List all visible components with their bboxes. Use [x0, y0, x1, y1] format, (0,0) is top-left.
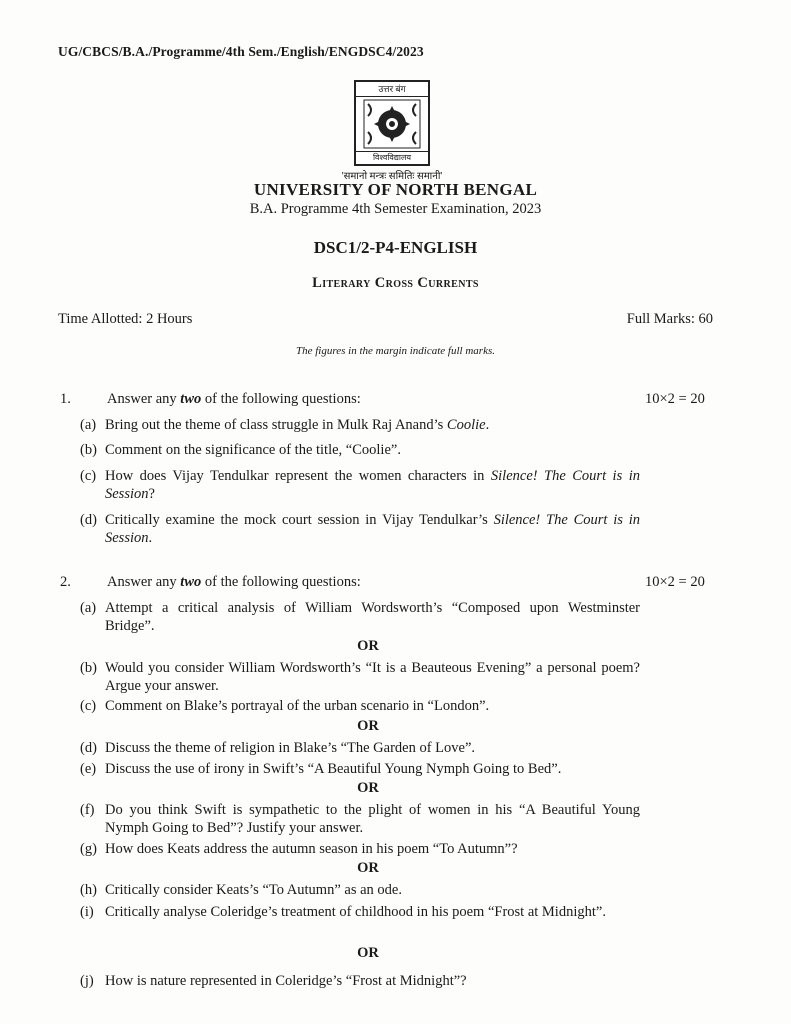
- or-separator: OR: [357, 860, 379, 876]
- motto: 'समानो मन्त्रः समितिः समानी': [341, 171, 443, 182]
- logo-frame: [354, 80, 430, 166]
- instruction-emphasis: two: [180, 391, 202, 407]
- subject-title: Literary Cross Currents: [312, 275, 479, 291]
- item-text-title: Silence! The Court is in Session: [105, 512, 640, 546]
- item-text-end: .: [148, 530, 153, 546]
- item-text: Would you consider William Wordsworth’s “It is a Beauteous Evening” a personal poem? Argue your answer.: [105, 660, 640, 694]
- paper-title: DSC1/2-P4-ENGLISH: [313, 238, 478, 257]
- item-text: [105, 416, 640, 434]
- instruction-pre: Answer any: [107, 574, 181, 590]
- question-number: 1.: [60, 391, 71, 407]
- question-instruction: [107, 573, 361, 591]
- paper-code: UG/CBCS/B.A./Programme/4th Sem./English/ENGDSC4/2023: [58, 44, 424, 59]
- item-text: How does Keats address the autumn season in his poem “To Autumn”?: [105, 841, 518, 857]
- logo-bottom-text: विश्वविद्यालय: [356, 151, 428, 164]
- question-marks: 10×2 = 20: [645, 391, 705, 407]
- question-instruction: [107, 390, 361, 408]
- instruction-post: of the following questions:: [201, 391, 361, 407]
- or-separator: OR: [357, 945, 379, 961]
- item-label: (h): [80, 882, 97, 898]
- item-text-end: ?: [148, 486, 155, 502]
- item-text: Attempt a critical analysis of William Wordsworth’s “Composed upon Westminster Bridge”.: [105, 600, 640, 634]
- instruction-pre: Answer any: [107, 391, 181, 407]
- item-text-end: .: [485, 417, 490, 433]
- item-label: (i): [80, 904, 94, 920]
- item-label: (b): [80, 442, 97, 458]
- university-name: UNIVERSITY OF NORTH BENGAL: [253, 180, 538, 199]
- item-text-title: Silence! The Court is in Session: [105, 468, 640, 502]
- item-label: (g): [80, 841, 97, 857]
- item-text-title: Coolie: [446, 417, 486, 433]
- item-label: (a): [80, 600, 97, 616]
- item-text: Comment on the significance of the title, “Coolie”.: [105, 442, 401, 458]
- item-label: (b): [80, 660, 97, 676]
- question-number: 2.: [60, 574, 71, 590]
- marks-note: The figures in the margin indicate full marks.: [295, 345, 495, 357]
- item-text: Discuss the use of irony in Swift’s “A Beautiful Young Nymph Going to Bed”.: [105, 761, 562, 777]
- exam-title: B.A. Programme 4th Semester Examination, 2023: [249, 201, 542, 217]
- item-text-main: How does Vijay Tendulkar represent the women characters in: [105, 468, 491, 484]
- university-logo: [332, 80, 452, 182]
- item-text: Critically analyse Coleridge’s treatment of childhood in his poem “Frost at Midnight”.: [105, 904, 606, 920]
- item-label: (e): [80, 761, 97, 777]
- time-allotted: Time Allotted: 2 Hours: [58, 311, 193, 327]
- item-label: (c): [80, 468, 97, 484]
- item-text: Comment on Blake’s portrayal of the urban scenario in “London”.: [105, 698, 490, 714]
- instruction-post: of the following questions:: [201, 574, 361, 590]
- item-label: (d): [80, 740, 97, 756]
- or-separator: OR: [357, 718, 379, 734]
- or-separator: OR: [357, 638, 379, 654]
- item-text: Do you think Swift is sympathetic to the plight of women in his “A Beautiful Young Nymph Going to Bed”? Justify your answer.: [105, 802, 640, 836]
- item-text: Critically consider Keats’s “To Autumn” as an ode.: [105, 882, 402, 898]
- or-separator: OR: [357, 780, 379, 796]
- item-label: (c): [80, 698, 97, 714]
- item-label: (a): [80, 417, 97, 433]
- logo-top-text: उत्तर बंग: [356, 82, 428, 97]
- item-text-main: Bring out the theme of class struggle in Mulk Raj Anand’s: [105, 417, 447, 433]
- instruction-emphasis: two: [180, 574, 202, 590]
- item-label: (j): [80, 973, 94, 989]
- item-text: [105, 467, 640, 503]
- question-marks: 10×2 = 20: [645, 574, 705, 590]
- item-label: (f): [80, 802, 95, 818]
- item-text: How is nature represented in Coleridge’s “Frost at Midnight”?: [105, 973, 467, 989]
- emblem-icon: [362, 98, 422, 150]
- item-label: (d): [80, 512, 97, 528]
- item-text: Discuss the theme of religion in Blake’s “The Garden of Love”.: [105, 740, 476, 756]
- full-marks: Full Marks: 60: [626, 311, 713, 327]
- item-text-main: Critically examine the mock court session in Vijay Tendulkar’s: [105, 512, 494, 528]
- item-text: [105, 511, 640, 547]
